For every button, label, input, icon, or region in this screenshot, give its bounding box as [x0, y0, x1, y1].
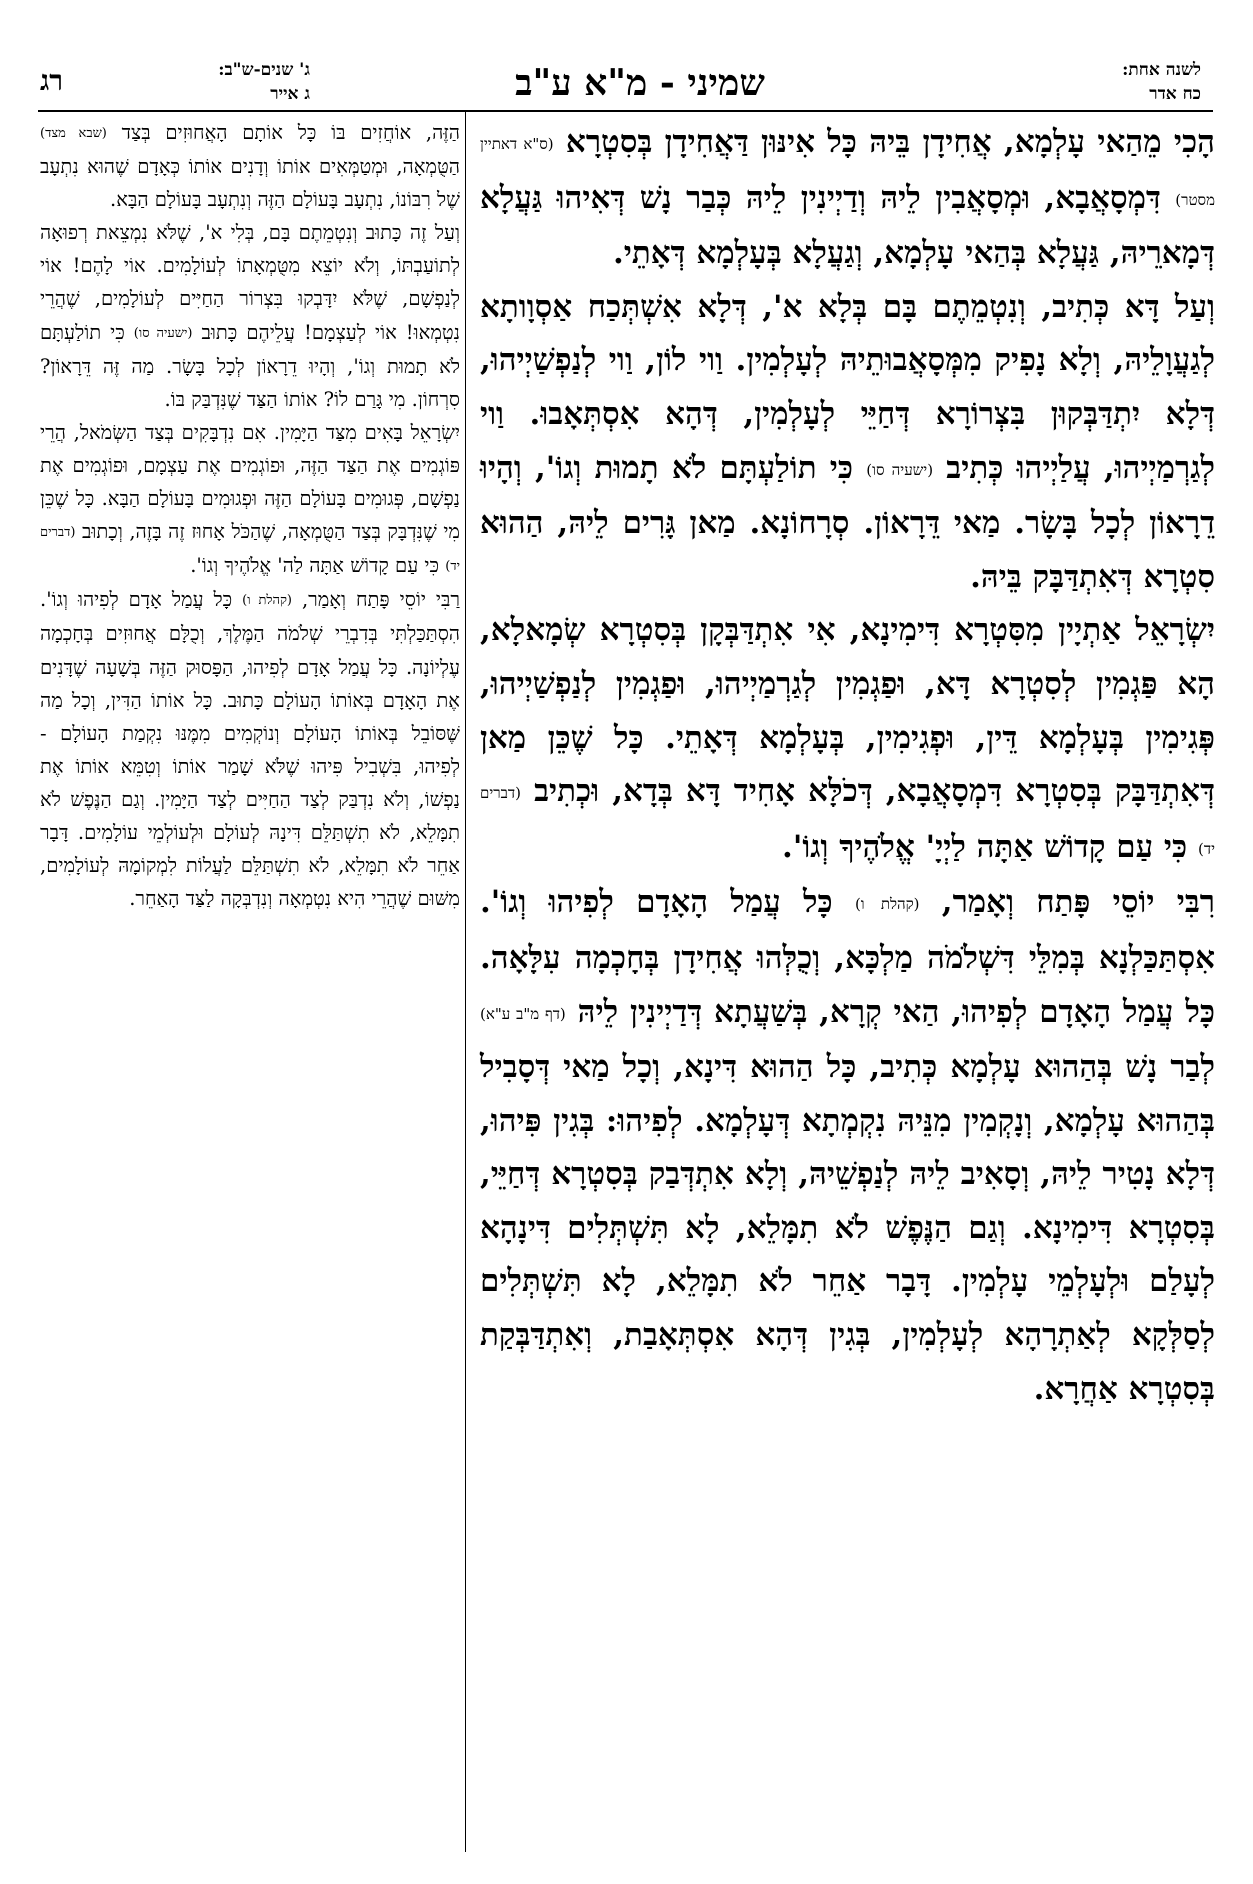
side-paragraph-1: הַזֶּה, אוֹחֲזִים בּוֹ כָּל אוֹתָם הָאֲחוּזִים בְּצַד (שבא מצד) הַטֻּמְאָה, וּמְטַמְּאִים אוֹתוֹ וְדָנִים אוֹתוֹ כְּאָדָם שֶׁהוּא נִתְעָב שֶׁל רִבּוֹנוֹ, נִתְעָב בָּעוֹלָם הַזֶּה וְנִתְעָב בָּעוֹלָם הַבָּא. [40, 121, 460, 212]
side-paragraph-2: וְעַל זֶה כָּתוּב וְנִטְמֵתֶם בָּם, בְּלִי א', שֶׁלֹּא נִמְצֵאת רְפוּאָה לְתוֹעַבְתּוֹ, וְלֹא יוֹצֵא מִטֻּמְאָתוֹ לְעוֹלָמִים. אוֹי לָהֶם! אוֹי לְנַפְשָׁם, שֶׁלֹּא יִדָּבְקוּ בִּצְרוֹר הַחַיִּים לְעוֹלָמִים, שֶׁהֲרֵי נִטְמְאוּ! אוֹי לְעַצְמָם! עֲלֵיהֶם כָּתוּב (ישעיה סו) כִּי תוֹלַעְתָּם לֹא תָמוּת וְגוֹ', וְהָיוּ דֵרָאוֹן לְכָל בָּשָׂר. מַה זֶּה דֵּרָאוֹן? סִרְחוֹן. מִי גָּרַם לוֹ? אוֹתוֹ הַצַּד שֶׁנִּדְבַּק בּוֹ. [40, 221, 461, 411]
source-reference: (שבא מצד) [40, 126, 107, 141]
main-aramaic-column [480, 116, 1215, 1416]
schedule-date-three-years: ג אייר [270, 84, 310, 104]
side-paragraph-3: יִשְׂרָאֵל בָּאִים מִצַּד הַיָּמִין. אִם נִדְבָּקִים בְּצַד הַשְּׂמֹאל, הֲרֵי פּוֹגְמִים אֶת הַצַּד הַזֶּה, וּפוֹגְמִים אֶת עַצְמָם, וּפוֹגְמִים אֶת נַפְשָׁם, פְּגוּמִים בָּעוֹלָם הַזֶּה וּפְגוּמִים בָּעוֹלָם הַבָּא. כָּל שֶׁכֵּן מִי שֶׁנִּדְבָּק בְּצַד הַטֻּמְאָה, שֶׁהַכֹּל אָחוּז זֶה בָּזֶה, וְכָתוּב (דברים יד) כִּי עַם קָדוֹשׁ אַתָּה לַה' אֱלֹהֶיךָ וְגוֹ'. [40, 420, 460, 578]
main-paragraph-2: וְעַל דָּא כְּתִיב, וְנִטְמֵתֶם בָּם בְּלָא א', דְּלָא אִשְׁתְּכַח אַסְוָותָא לְגַעֲוָלֵיהּ, וְלָא נָפִיק מִמְּסָאֲבוּתֵיהּ לְעָלְמִין. וַוי לוֹן, וַוי לְנַפְשַׁיְיהוּ, דְּלָא יִתְדַּבְּקוּן בִּצְרוֹרָא דְּחַיֵּי לְעָלְמִין, דְּהָא אִסְתְּאָבוּ. וַוי לְגַרְמַיְיהוּ, עֲלַיְיהוּ כְּתִיב (ישעיה סו) כִּי תוֹלַעְתָּם לֹא תָמוּת וְגוֹ', וְהָיוּ דֵרָאוֹן לְכָל בָּשָׂר. מַאי דֵּרָאוֹן. סְרָחוֹנָא. מַאן גָּרִים לֵיהּ, הַהוּא סִטְרָא דְּאִתְדַּבָּק בֵּיהּ. [480, 288, 1215, 595]
page-reference: (דף מ"ב ע"א) [480, 1004, 566, 1023]
side-paragraph-4: רַבִּי יוֹסֵי פָּתַח וְאָמַר, (קהלת ו) כָּל עֲמַל אָדָם לְפִיהוּ וְגוֹ'. הִסְתַּכַּלְתִּי בְּדִבְרֵי שְׁלֹמֹה הַמֶּלֶךְ, וְכֻלָּם אֲחוּזִים בְּחָכְמָה עֶלְיוֹנָה. כָּל עֲמַל אָדָם לְפִיהוּ, הַפָּסוּק הַזֶּה בְּשָׁעָה שֶׁדָּנִים אֶת הָאָדָם בְּאוֹתוֹ הָעוֹלָם כָּתוּב. כָּל אוֹתוֹ הַדִּין, וְכָל מַה שֶּׁסּוֹבֵל בְּאוֹתוֹ הָעוֹלָם וְנוֹקְמִים מִמֶּנּוּ נִקְמַת הָעוֹלָם - לְפִיהוּ, בִּשְׁבִיל פִּיהוּ שֶׁלֹּא שָׁמַר אוֹתוֹ וְטִמֵּא אוֹתוֹ אֶת נַפְשׁוֹ, וְלֹא נִדְבַּק לְצַד הַחַיִּים לְצַד הַיָּמִין. וְגַם הַנֶּפֶשׁ לֹא תִמָּלֵא, לֹא תִשְׁתַּלֵּם דִּינָהּ לְעוֹלָם וּלְעוֹלְמֵי עוֹלָמִים. דָּבָר אַחֵר לֹא תִמָּלֵא, לֹא תִשְׁתַּלֵּם לַעֲלוֹת לִמְקוֹמָהּ לְעוֹלָמִים, מִשּׁוּם שֶׁהֲרֵי הִיא נִטְמְאָה וְנִדְבְּקָה לַצַּד הָאַחֵר. [40, 588, 460, 911]
main-paragraph-3: יִשְׂרָאֵל אַתְיָין מִסִּטְרָא דִּימִינָא, אִי אִתְדַּבְּקָן בְּסִטְרָא שְׂמָאלָא, הָא פַּגְמִין לְסִטְרָא דָּא, וּפַגְמִין לְגַרְמַיְיהוּ, וּפַגְמִין לְנַפְשַׁיְיהוּ, פְּגִימִין בְּעָלְמָא דֵּין, וּפְגִימִין, בְּעָלְמָא דְּאָתֵי. כָּל שֶׁכֵּן מַאן דְּאִתְדַּבָּק בְּסִטְרָא דִּמְסָאֲבָא, דְּכֹלָּא אָחִיד דָּא בְּדָא, וּכְתִיב (דברים יד) כִּי עַם קָדוֹשׁ אַתָּה לַיְיָ' אֱלֹהֶיךָ וְגוֹ'. [480, 612, 1215, 865]
schedule-label-three-years: ג' שנים-ש"ב: [218, 60, 310, 80]
source-reference: (דברים יד) [40, 525, 460, 575]
verse-quote: כִּי עַם קָדוֹשׁ אַתָּה לַיְיָ' אֱלֹהֶיךָ וְגוֹ'. [782, 828, 1188, 865]
source-reference: (ישעיה סו) [866, 460, 934, 479]
daily-schedule-three-years [140, 58, 310, 112]
source-reference: (קהלת ו) [242, 593, 292, 609]
schedule-label-one-year: לשנה אחת: [1122, 60, 1201, 80]
source-reference: (קהלת ו) [854, 895, 920, 914]
verse-quote: כָּל עֲמַל הָאָדָם לְפִיהוּ וְגוֹ'. [480, 884, 855, 921]
main-paragraph-1: הָכִי מֵהַאי עָלְמָא, אֲחִידָן בֵּיהּ כָּל אִינּוּן דַּאֲחִידָן בְּסִטְרָא (ס"א דאתיין מסטר) דִּמְסָאֲבָא, וּמְסָאֲבִין לֵיהּ וְדַיְינִין לֵיהּ כְּבַר נָשׁ דְּאִיהוּ גַּעֲלָא דְּמָארֵיהּ, גַּעֲלָא בְּהַאי עָלְמָא, וְגַעֲלָא בְּעָלְמָא דְּאָתֵי. [480, 124, 1216, 272]
schedule-date-one-year: כח אדר [1149, 84, 1201, 104]
source-reference: (ס"א דאתיין מסטר) [480, 135, 1215, 209]
main-paragraph-4: רִבִּי יוֹסֵי פָּתַח וְאָמַר, (קהלת ו) כָּל עֲמַל הָאָדָם לְפִיהוּ וְגוֹ'. אִסְתַּכַּלְנָא בְּמִלֵּי דִּשְׁלֹמֹה מַלְכָּא, וְכֻלְּהוּ אֲחִידָן בְּחָכְמָה עִלָּאָה. כָּל עֲמַל הָאָדָם לְפִיהוּ, הַאי קְרָא, בְּשַׁעֲתָא דְּדַיְינִין לֵיהּ (דף מ"ב ע"א) לְבַר נָשׁ בְּהַהוּא עָלְמָא כְּתִיב, כָּל הַהוּא דִּינָא, וְכָל מַאי דְּסָבִיל בְּהַהוּא עָלְמָא, וְנָקְמִין מִנֵּיהּ נִקְמְתָא דְּעָלְמָא. לְפִיהוּ: בְּגִין פִּיהוּ, דְּלָא נָטִיר לֵיהּ, וְסָאִיב לֵיהּ לְנַפְשֵׁיהּ, וְלָא אִתְדְּבַק בְּסִטְרָא דְּחַיֵּי, בְּסִטְרָא דִּימִינָא. וְגַם הַנֶּפֶשׁ לֹא תִמָּלֵא, לָא תִּשְׁתְּלִים דִּינָהָא לְעָלַם וּלְעָלְמֵי עָלְמִין. דָּבָר אַחֵר לֹא תִמָּלֵא, לָא תִּשְׁתְּלִים לְסַלְּקָא לְאַתְרָהָא לְעָלְמִין, בְּגִין דְּהָא אִסְתְּאָבַת, וְאִתְדַּבְּקַת בְּסִטְרָא אַחֲרָא. [480, 884, 1215, 1407]
header-divider [38, 110, 1213, 112]
page-number: רג [40, 64, 63, 97]
source-reference: (דברים יד) [480, 784, 1215, 858]
daily-schedule-one-year [1031, 58, 1201, 112]
side-hebrew-translation-column [40, 116, 460, 915]
column-divider [465, 112, 466, 1852]
page-title: שמיני - מ"א ע"ב [515, 62, 765, 104]
source-reference: (ישעיה סו) [133, 325, 193, 341]
